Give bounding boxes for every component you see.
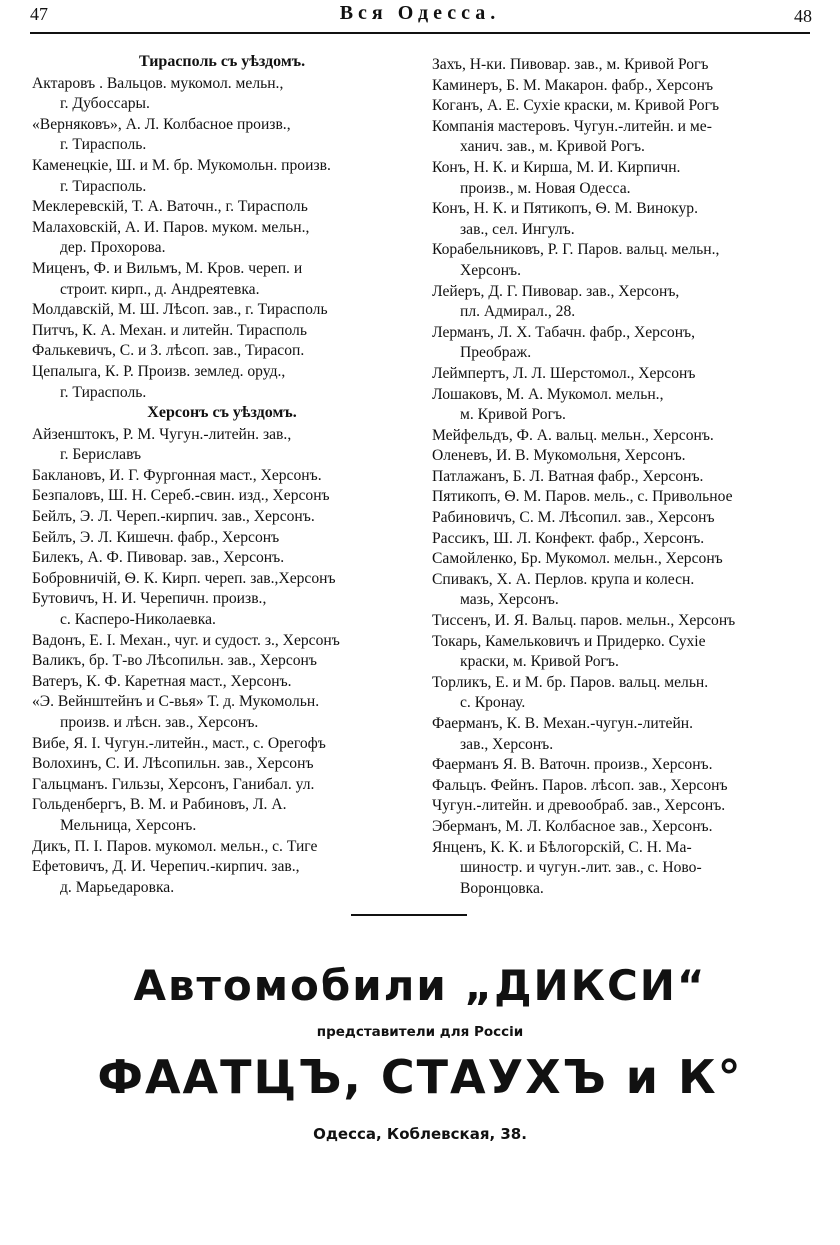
section-heading: Тирасполь съ уѣздомъ. (138, 53, 306, 70)
entry-continuation: г. Бериславъ (60, 446, 142, 464)
entry-line: Каменецкіе, Ш. и М. бр. Мукомольн. произв. (32, 156, 331, 174)
section-divider (351, 914, 467, 916)
directory-entry (432, 467, 812, 488)
entry-continuation: г. Тирасполь. (60, 136, 147, 154)
entry-line: Билекъ, А. Ф. Пивовар. зав., Херсонъ. (32, 549, 285, 567)
entry-line: Тиссенъ, И. Я. Вальц. паров. мельн., Херсонъ (432, 612, 736, 630)
entry-line: Актаровъ . Вальцов. мукомол. мельн., (32, 74, 284, 92)
entry-line: Фаерманъ Я. В. Ваточн. произв., Херсонъ. (432, 756, 713, 774)
entry-line: Фалькевичъ, С. и З. лѣсоп. зав., Тирасоп. (32, 342, 305, 360)
entry-line: Эберманъ, М. Л. Колбасное зав., Херсонъ. (432, 817, 713, 835)
directory-entry (32, 672, 412, 693)
entry-continuation: м. Кривой Рогъ. (460, 406, 566, 424)
entry-line: Конъ, Н. К. и Пятикопъ, Ѳ. М. Винокур. (432, 200, 698, 218)
directory-entry (32, 486, 412, 507)
entry-line: Мейфельдъ, Ф. А. вальц. мельн., Херсонъ. (432, 426, 714, 444)
entry-line: Ватеръ, К. Ф. Каретная маст., Херсонъ. (32, 672, 292, 690)
entry-line: Гольденбергъ, В. М. и Рабиновъ, Л. А. (32, 796, 287, 814)
directory-entry (32, 692, 412, 733)
entry-continuation: произв. и лѣсн. зав., Херсонъ. (60, 714, 259, 731)
section-heading: Херсонъ съ уѣздомъ. (147, 404, 297, 422)
entry-line: Гальцманъ. Гильзы, Херсонъ, Ганибал. ул. (32, 775, 315, 793)
directory-entry (432, 611, 812, 632)
directory-entry (32, 156, 412, 197)
directory-entry (32, 74, 412, 115)
directory-entry (432, 117, 812, 158)
directory-entry (32, 754, 412, 775)
entry-continuation: пл. Адмирал., 28. (460, 303, 576, 321)
directory-entry (32, 734, 412, 755)
directory-entry (32, 425, 412, 466)
entry-continuation: шиностр. и чугун.-лит. зав., с. Ново- (460, 859, 702, 877)
entry-line: Леймпертъ, Л. Л. Шерстомол., Херсонъ (432, 364, 696, 382)
directory-entry (432, 364, 812, 385)
directory-entry (432, 240, 812, 281)
directory-entry (32, 466, 412, 487)
directory-entry (432, 55, 812, 76)
entry-continuation: д. Марьедаровка. (60, 878, 175, 896)
directory-entry (432, 96, 812, 117)
entry-line: Бейлъ, Э. Л. Череп.-кирпич. зав., Херсонъ. (32, 508, 315, 526)
entry-line: Лейеръ, Д. Г. Пивовар. зав., Херсонъ, (432, 282, 680, 300)
directory-entry (32, 569, 412, 590)
directory-entry (432, 76, 812, 97)
directory-entry (32, 300, 412, 321)
advertisement (0, 955, 840, 1145)
entry-continuation: с. Кронау. (460, 694, 526, 712)
entry-line: Бобровничій, Ѳ. К. Кирп. череп. зав.,Херсонъ (32, 569, 336, 587)
entry-line: Вадонъ, Е. I. Механ., чуг. и судост. з., Херсонъ (32, 631, 340, 649)
entry-line: Лерманъ, Л. Х. Табачн. фабр., Херсонъ, (432, 323, 695, 341)
page-number-right: 48 (794, 6, 812, 26)
directory-entry (432, 158, 812, 199)
directory-entry (32, 548, 412, 569)
directory-entry (432, 879, 812, 900)
directory-entry (32, 197, 412, 218)
directory-entry (32, 775, 412, 796)
entry-line: Молдавскій, М. Ш. Лѣсоп. зав., г. Тирасполь (32, 301, 328, 319)
entry-line: Дикъ, П. I. Паров. мукомол. мельн., с. Тиге (32, 837, 318, 855)
entry-line: Ефетовичъ, Д. И. Черепич.-кирпич. зав., (32, 858, 300, 876)
directory-entry (432, 673, 812, 714)
entry-line: Фальцъ. Фейнъ. Паров. лѣсоп. зав., Херсонъ (432, 776, 728, 794)
directory-entry (432, 817, 812, 838)
directory-entry (432, 282, 812, 323)
entry-line: Питчъ, К. А. Механ. и литейн. Тирасполь (32, 321, 307, 339)
directory-entry (32, 795, 412, 836)
entry-line: Торликъ, Е. и М. бр. Паров. вальц. мельн. (432, 673, 709, 691)
entry-line: «Э. Вейнштейнъ и С-вья» Т. д. Мукомольн. (32, 693, 320, 711)
page-number-left: 47 (30, 4, 48, 24)
directory-entry (32, 528, 412, 549)
entry-continuation: г. Тирасполь. (60, 383, 147, 401)
directory-entry (432, 570, 812, 611)
directory-entry (32, 837, 412, 858)
entry-continuation: произв., м. Новая Одесса. (460, 179, 631, 197)
right-column (432, 55, 812, 899)
entry-line: Спивакъ, Х. А. Перлов. крупа и колесн. (432, 570, 695, 588)
directory-entry (432, 755, 812, 776)
entry-continuation: с. Касперо-Николаевка. (60, 611, 216, 629)
directory-entry (432, 549, 812, 570)
entry-line: Цепалыга, К. Р. Произв. землед. оруд., (32, 362, 286, 380)
directory-entry (432, 714, 812, 755)
entry-line: «Верняковъ», А. Л. Колбасное произв., (32, 115, 291, 133)
directory-entry (32, 218, 412, 259)
entry-continuation: дер. Прохорова. (60, 239, 166, 257)
entry-line: Миценъ, Ф. и Вильмъ, М. Кров. череп. и (32, 259, 303, 277)
directory-entry (32, 857, 412, 898)
entry-line: Патлажанъ, Б. Л. Ватная фабр., Херсонъ. (432, 467, 704, 485)
entry-continuation: Мельница, Херсонъ. (60, 816, 197, 834)
directory-entry (32, 589, 412, 630)
entry-line: Айзенштокъ, Р. М. Чугун.-литейн. зав., (32, 425, 292, 443)
entry-continuation: ханич. зав., м. Кривой Рогъ. (460, 138, 645, 156)
entry-line: Лошаковъ, М. А. Мукомол. мельн., (432, 385, 664, 403)
entry-line: Янценъ, К. К. и Бѣлогорскій, С. Н. Ма- (432, 838, 692, 856)
running-title: Вся Одесса. (339, 2, 501, 24)
entry-continuation: мазь, Херсонъ. (460, 591, 559, 609)
directory-entry (432, 632, 812, 673)
entry-line: Волохинъ, С. И. Лѣсопильн. зав., Херсонъ (32, 755, 314, 773)
entry-line: Конъ, Н. К. и Кирша, М. И. Кирпичн. (432, 158, 681, 176)
directory-entry (32, 631, 412, 652)
entry-continuation: Преображ. (460, 344, 532, 362)
directory-entry (32, 341, 412, 362)
entry-line: Рассикъ, Ш. Л. Конфект. фабр., Херсонъ. (432, 529, 705, 547)
entry-continuation: Воронцовка. (460, 879, 544, 897)
directory-entry (32, 362, 412, 403)
entry-line: Безпаловъ, Ш. Н. Сереб.-свин. изд., Херсонъ (32, 487, 330, 505)
directory-entry (32, 321, 412, 342)
entry-continuation: зав., Херсонъ. (460, 735, 554, 753)
directory-entry (432, 199, 812, 240)
entry-line: Корабельниковъ, Р. Г. Паров. вальц. мельн., (432, 241, 720, 259)
entry-line: Компанія мастеровъ. Чугун.-литейн. и ме- (432, 117, 712, 135)
entry-line: Фаерманъ, К. В. Механ.-чугун.-литейн. (432, 715, 694, 732)
entry-line: Меклеревскій, Т. А. Ваточн., г. Тирасполь (32, 198, 308, 216)
entry-line: Рабиновичъ, С. М. Лѣсопил. зав., Херсонъ (432, 509, 715, 527)
directory-entry (432, 446, 812, 467)
directory-entry (32, 259, 412, 300)
entry-continuation: Херсонъ. (460, 261, 522, 279)
directory-entry (32, 507, 412, 528)
directory-entry (432, 487, 812, 508)
directory-entry (432, 508, 812, 529)
directory-entry (32, 115, 412, 156)
directory-entry (432, 529, 812, 550)
entry-continuation: зав., сел. Ингулъ. (460, 220, 575, 238)
directory-entry (432, 776, 812, 797)
entry-continuation: г. Тирасполь. (60, 177, 147, 195)
entry-line: Пятикопъ, Ѳ. М. Паров. мель., с. Привольное (432, 488, 733, 506)
ad-address: Одесса, Коблевская, 38. (313, 1125, 527, 1143)
left-column (32, 52, 412, 899)
entry-line: Вибе, Я. I. Чугун.-литейн., маст., с. Орегофъ (32, 734, 326, 752)
directory-entry (432, 323, 812, 364)
ad-subtitle: представители для Россіи (316, 1024, 524, 1040)
entry-line: Валикъ, бр. Т-во Лѣсопильн. зав., Херсонъ (32, 652, 317, 670)
entry-continuation: г. Дубоссары. (60, 95, 150, 113)
entry-line: Токарь, Камельковичъ и Придерко. Сухіе (432, 632, 706, 650)
entry-line: Захъ, Н-ки. Пивовар. зав., м. Кривой Рогъ (432, 56, 709, 73)
entry-line: Баклановъ, И. Г. Фургонная маст., Херсонъ. (32, 466, 322, 484)
directory-entry (432, 838, 812, 879)
entry-continuation: строит. кирп., д. Андреятевка. (60, 280, 260, 298)
directory-entry (432, 385, 812, 426)
entry-line: Самойленко, Бр. Мукомол. мельн., Херсонъ (432, 550, 723, 568)
entry-line: Каминеръ, Б. М. Макарон. фабр., Херсонъ (432, 76, 714, 94)
entry-line: Чугун.-литейн. и древообраб. зав., Херсонъ. (432, 797, 726, 815)
directory-entry (32, 651, 412, 672)
directory-columns (32, 52, 812, 899)
directory-entry (432, 426, 812, 447)
ad-firm-name: ФААТЦЪ, СТАУХЪ и К° (97, 1050, 743, 1104)
entry-line: Бейлъ, Э. Л. Кишечн. фабр., Херсонъ (32, 528, 280, 546)
entry-line: Оленевъ, И. В. Мукомольня, Херсонъ. (432, 447, 686, 465)
entry-line: Бутовичъ, Н. И. Черепичн. произв., (32, 590, 267, 608)
entry-continuation: краски, м. Кривой Рогъ. (460, 653, 619, 671)
directory-entry (432, 796, 812, 817)
entry-line: Малаховскій, А. И. Паров. муком. мельн., (32, 218, 310, 236)
entry-line: Коганъ, А. Е. Сухіе краски, м. Кривой Рогъ (432, 97, 720, 115)
ad-title: Автомобили „ДИКСИ“ (133, 961, 707, 1010)
